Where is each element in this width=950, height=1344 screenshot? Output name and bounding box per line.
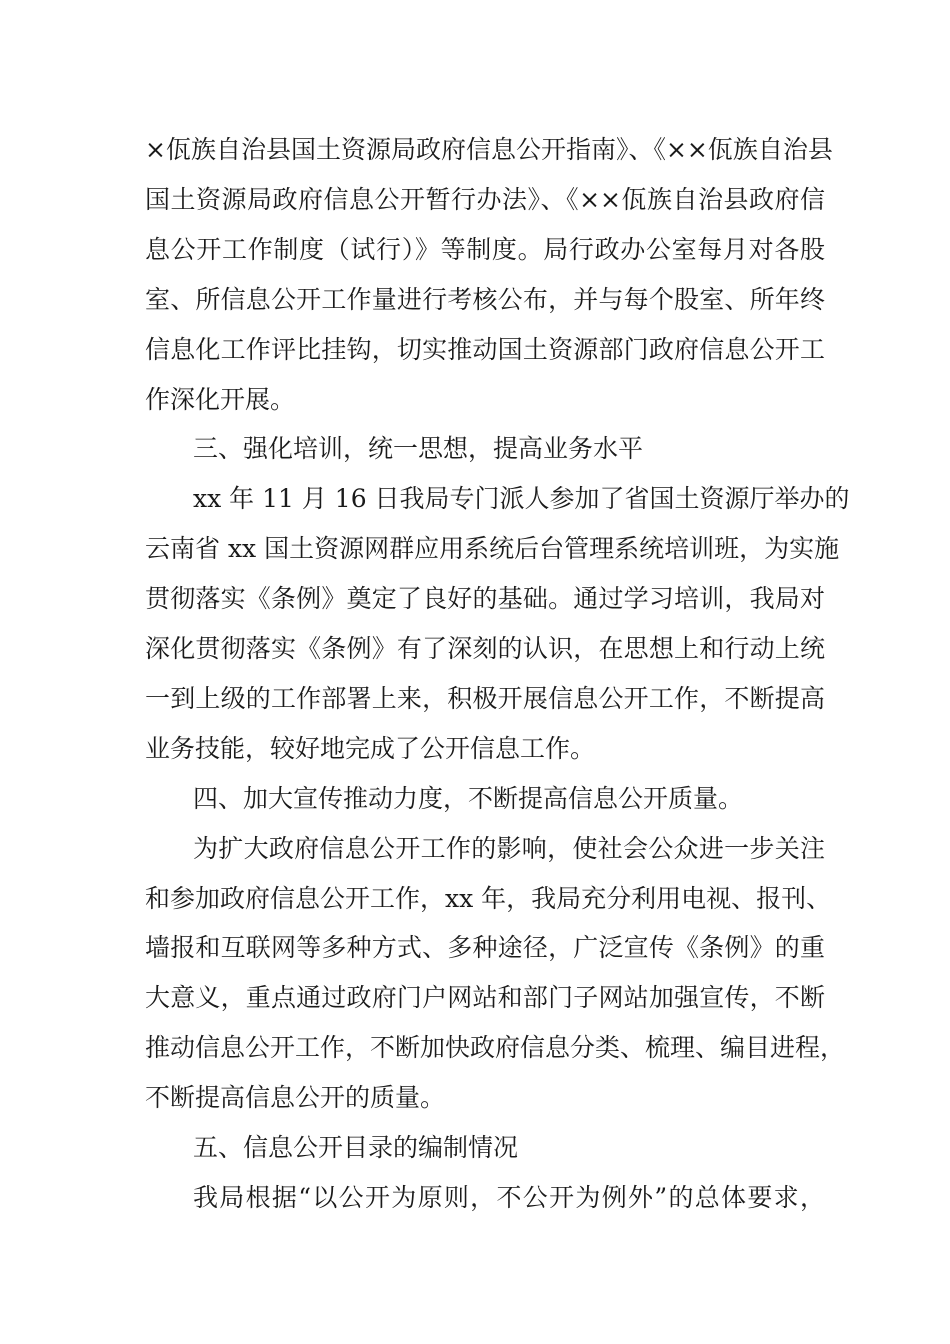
text-line: 大意义，重点通过政府门户网站和部门子网站加强宣传，不断 (145, 983, 825, 1012)
text-line: 云南省 xx 国土资源网群应用系统后台管理系统培训班，为实施 (145, 534, 840, 563)
text-line: 息公开工作制度（试行）》等制度。局行政办公室每月对各股 (145, 235, 825, 264)
text-line: 我局根据“以公开为原则，不公开为例外”的总体要求， (193, 1183, 825, 1212)
text-line: 业务技能，较好地完成了公开信息工作。 (145, 734, 596, 763)
text-line: 推动信息公开工作，不断加快政府信息分类、梳理、编目进程， (145, 1033, 846, 1062)
text-line: xx 年 11 月 16 日我局专门派人参加了省国土资源厅举办的 (193, 484, 850, 513)
text-line: 不断提高信息公开的质量。 (145, 1083, 446, 1112)
text-line: 国土资源局政府信息公开暂行办法》、《××佤族自治县政府信 (145, 185, 825, 214)
text-line: 信息化工作评比挂钩，切实推动国土资源部门政府信息公开工 (145, 335, 825, 364)
text-line: 室、所信息公开工作量进行考核公布，并与每个股室、所年终 (145, 285, 825, 314)
text-line: 和参加政府信息公开工作，xx 年，我局充分利用电视、报刊、 (145, 884, 832, 913)
text-line: 五、信息公开目录的编制情况 (193, 1133, 519, 1162)
text-line: 四、加大宣传推动力度，不断提高信息公开质量。 (193, 784, 744, 813)
text-line: 三、强化培训，统一思想，提高业务水平 (193, 434, 644, 463)
text-line: 为扩大政府信息公开工作的影响，使社会公众进一步关注 (193, 834, 825, 863)
text-line: 一到上级的工作部署上来，积极开展信息公开工作，不断提高 (145, 684, 825, 713)
text-line: 墙报和互联网等多种方式、多种途径，广泛宣传《条例》的重 (145, 933, 825, 962)
text-line: 深化贯彻落实《条例》有了深刻的认识，在思想上和行动上统 (145, 634, 825, 663)
text-line: 作深化开展。 (145, 385, 296, 414)
text-line: ×佤族自治县国土资源局政府信息公开指南》、《××佤族自治县 (145, 135, 833, 164)
text-line: 贯彻落实《条例》奠定了良好的基础。通过学习培训，我局对 (145, 584, 825, 613)
